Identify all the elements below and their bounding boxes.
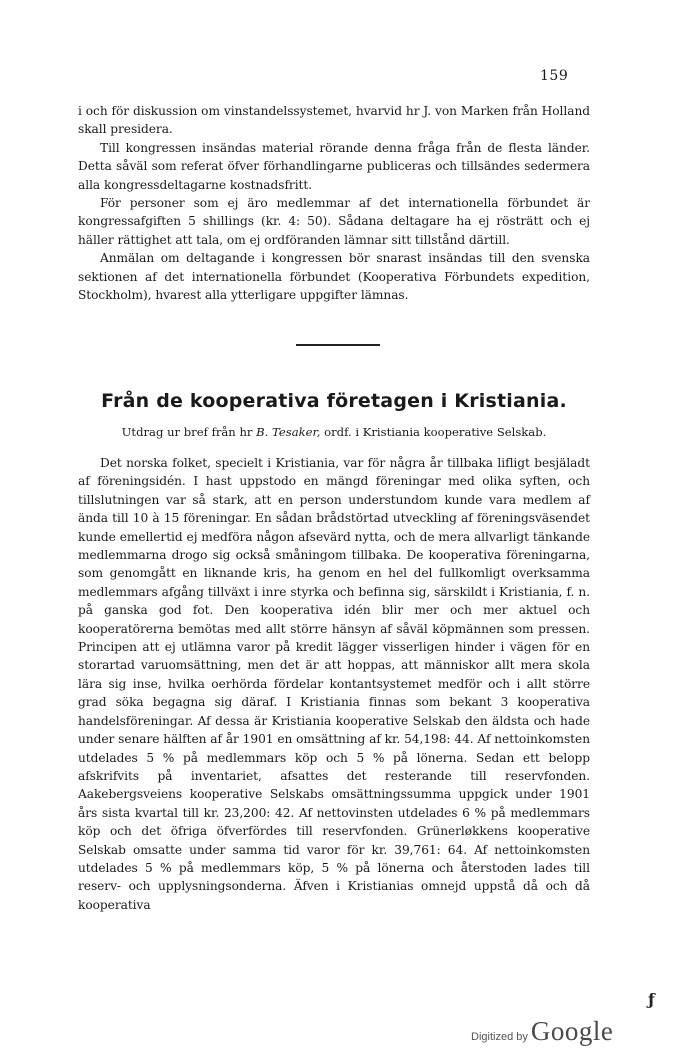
digitized-watermark	[471, 1016, 613, 1047]
google-logo: Google	[530, 1016, 614, 1046]
article-body	[78, 454, 590, 914]
subtitle-author: B. Tesaker,	[256, 425, 321, 439]
paragraph: För personer som ej äro medlemmar af det internationella förbundet är kongressafgiften 5 shillings (kr. 4: 50). Sådana deltagare ha ej rösträtt och ej häller rättighet att tala, om ej ordföranden lämnar sitt tillstånd därtill.	[78, 196, 590, 247]
page-number: 159	[540, 68, 569, 84]
paragraph: Anmälan om deltagande i kongressen bör snarast insändas till den svenska sektionen af det internationella förbundet (Kooperativa Förbundets expedition, Stockholm), hvarest alla ytterligare uppgifter lämnas.	[78, 251, 590, 303]
margin-mark: ƒ	[648, 990, 655, 1009]
article-title: Från de kooperativa företagen i Kristiania.	[101, 390, 567, 412]
paragraph: Till kongressen insändas material rörande denna fråga från de flesta länder. Detta såväl som referat öfver förhandlingarne publiceras och tillsändes sedermera alla kongressdeltagarne kostnadsfritt.	[78, 140, 590, 192]
paragraph: i och för diskussion om vinstandelssystemet, hvarvid hr J. von Marken från Holland skall presidera.	[78, 104, 590, 137]
subtitle-prefix: Utdrag ur bref från hr	[121, 425, 257, 439]
article-subtitle	[78, 425, 590, 439]
top-text-block	[78, 102, 590, 304]
article-paragraph: Det norska folket, specielt i Kristiania, var för några år tillbaka lifligt besjäladt af föreningsidén. I hast uppstodo en mängd föreningar med olika syften, och tillslutningen var så stark, att en person understundom kunde vara medlem af ända till 10 à 15 föreningar. En sådan brådstörtad utveckling af föreningsväsendet kunde emellertid ej medföra någon afsevärd nytta, och de mera allvarligt tänkande medlemmarna drogo sig också småningom tillbaka. De kooperativa föreningarna, som genomgått en liknande kris, ha genom en hel del fullkomligt overksamma medlemmars afgång tillväxt i inre styrka och befinna sig, särskildt i Kristiania, f. n. på ganska god fot. Den kooperativa idén blir mer och mer aktuel och kooperatörerna bemötas med allt större hänsyn af såväl köpmännen som pressen. Principen att ej utlämna varor på kredit lägger visserligen hinder i vägen för en storartad varuomsättning, men det är att hoppas, att människor allt mera skola lära sig inse, hvilka oerhörda fördelar kontantsystemet medför och i allt större grad söka begagna sig däraf. I Kristiania finnas som bekant 3 kooperativa handelsföreningar. Af dessa är Kristiania kooperative Selskab den äldsta och hade under senare hälften af år 1901 en omsättning af kr. 54,198: 44. Af nettoinkomsten utdelades 5 % på medlemmars köp och 5 % på lönerna. Sedan ett belopp afskrifvits på inventariet, afsattes det resterande till reservfonden. Aakebergsveiens kooperative Selskabs omsättningssumma uppgick under 1901 års sista kvartal till kr. 23,200: 42. Af nettovinsten utdelades 6 % på medlemmars köp och det öfriga öfverfördes till reservfonden. Grünerløkkens kooperative Selskab omsatte under samma tid varor för kr. 39,761: 64. Af nettoinkomsten utdelades 5 % på medlemmars köp, 5 % på lönerna och återstoden lades till reserv- och upplysningsonderna. Äfven i Kristianias omnejd uppstå då och då kooperativa	[78, 456, 590, 912]
section-divider	[296, 344, 380, 346]
subtitle-suffix: ordf. i Kristiania kooperative Selskab.	[320, 425, 547, 439]
watermark-prefix: Digitized by	[471, 1031, 528, 1043]
